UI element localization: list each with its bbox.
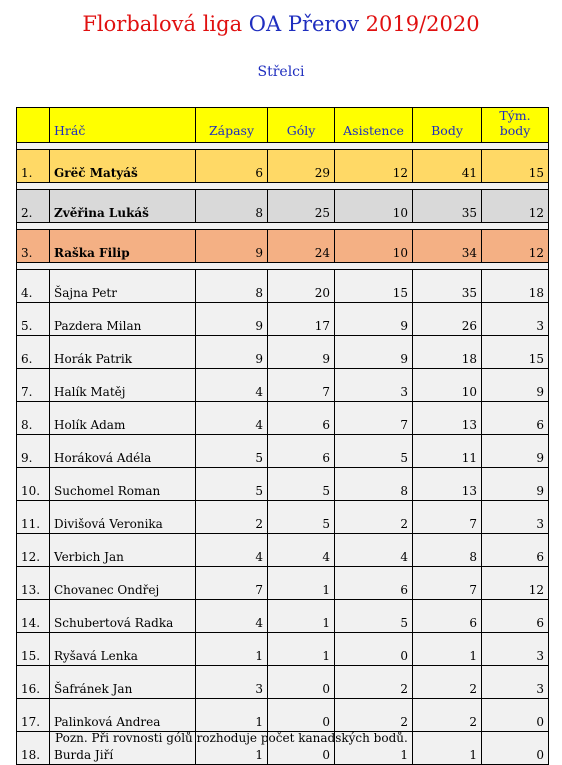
cell-team-points: 0 (482, 699, 549, 732)
cell-rank: 2. (17, 190, 50, 223)
cell-team-points: 3 (482, 303, 549, 336)
cell-matches: 7 (196, 567, 268, 600)
cell-points: 2 (413, 699, 482, 732)
cell-points: 26 (413, 303, 482, 336)
table-row (17, 270, 549, 303)
cell-matches: 8 (196, 270, 268, 303)
cell-rank: 18. (17, 732, 50, 765)
cell-player: Zvěřina Lukáš (50, 190, 196, 223)
cell-team-points: 6 (482, 402, 549, 435)
header-goals: Góly (268, 108, 335, 143)
cell-assists: 9 (335, 303, 413, 336)
cell-assists: 9 (335, 336, 413, 369)
cell-goals: 1 (268, 600, 335, 633)
cell-goals: 0 (268, 699, 335, 732)
table-row (17, 435, 549, 468)
table-row (17, 699, 549, 732)
cell-goals: 6 (268, 402, 335, 435)
cell-points: 1 (413, 633, 482, 666)
cell-player: Grёč Matyáš (50, 150, 196, 183)
cell-team-points: 12 (482, 230, 549, 263)
cell-matches: 9 (196, 230, 268, 263)
header-matches: Zápasy (196, 108, 268, 143)
title-league: Florbalová liga (82, 12, 249, 36)
cell-team-points: 18 (482, 270, 549, 303)
cell-points: 35 (413, 270, 482, 303)
cell-team-points: 15 (482, 336, 549, 369)
cell-player: Verbich Jan (50, 534, 196, 567)
cell-player: Šajna Petr (50, 270, 196, 303)
row-gap-cell (17, 143, 549, 150)
cell-assists: 10 (335, 230, 413, 263)
cell-team-points: 9 (482, 369, 549, 402)
cell-matches: 4 (196, 600, 268, 633)
cell-goals: 5 (268, 468, 335, 501)
cell-player: Ryšavá Lenka (50, 633, 196, 666)
cell-assists: 2 (335, 699, 413, 732)
cell-points: 1 (413, 732, 482, 765)
cell-rank: 5. (17, 303, 50, 336)
cell-assists: 2 (335, 666, 413, 699)
cell-assists: 5 (335, 435, 413, 468)
cell-assists: 1 (335, 732, 413, 765)
cell-points: 35 (413, 190, 482, 223)
table-row (17, 336, 549, 369)
header-rank (17, 108, 50, 143)
cell-matches: 3 (196, 666, 268, 699)
cell-goals: 0 (268, 732, 335, 765)
header-row (17, 108, 549, 143)
cell-matches: 9 (196, 303, 268, 336)
row-gap-cell (17, 263, 549, 270)
cell-rank: 16. (17, 666, 50, 699)
table-row (17, 633, 549, 666)
cell-rank: 14. (17, 600, 50, 633)
cell-matches: 5 (196, 435, 268, 468)
cell-rank: 4. (17, 270, 50, 303)
cell-rank: 7. (17, 369, 50, 402)
cell-assists: 0 (335, 633, 413, 666)
row-gap (17, 143, 549, 150)
table-body (17, 143, 549, 765)
cell-goals: 20 (268, 270, 335, 303)
cell-matches: 1 (196, 699, 268, 732)
table-row (17, 534, 549, 567)
cell-points: 41 (413, 150, 482, 183)
cell-rank: 3. (17, 230, 50, 263)
cell-matches: 4 (196, 534, 268, 567)
header-player: Hráč (50, 108, 196, 143)
cell-team-points: 0 (482, 732, 549, 765)
row-gap (17, 183, 549, 190)
cell-player: Šafránek Jan (50, 666, 196, 699)
cell-goals: 17 (268, 303, 335, 336)
cell-team-points: 12 (482, 190, 549, 223)
cell-rank: 10. (17, 468, 50, 501)
cell-rank: 6. (17, 336, 50, 369)
row-gap (17, 263, 549, 270)
cell-assists: 10 (335, 190, 413, 223)
cell-team-points: 3 (482, 666, 549, 699)
cell-goals: 29 (268, 150, 335, 183)
cell-points: 2 (413, 666, 482, 699)
header-points: Body (413, 108, 482, 143)
cell-player: Holík Adam (50, 402, 196, 435)
cell-team-points: 6 (482, 534, 549, 567)
cell-points: 11 (413, 435, 482, 468)
cell-assists: 8 (335, 468, 413, 501)
table-row (17, 150, 549, 183)
page-title (0, 10, 562, 38)
scorers-table (16, 107, 549, 765)
cell-team-points: 9 (482, 435, 549, 468)
cell-rank: 1. (17, 150, 50, 183)
cell-points: 8 (413, 534, 482, 567)
cell-rank: 11. (17, 501, 50, 534)
title-school: OA Přerov (248, 12, 359, 36)
cell-assists: 4 (335, 534, 413, 567)
cell-matches: 8 (196, 190, 268, 223)
cell-goals: 5 (268, 501, 335, 534)
cell-goals: 4 (268, 534, 335, 567)
cell-points: 7 (413, 501, 482, 534)
cell-points: 13 (413, 468, 482, 501)
cell-rank: 17. (17, 699, 50, 732)
footnote: Pozn. Při rovnosti gólů rozhoduje počet kanadských bodů. (55, 731, 408, 745)
cell-points: 10 (413, 369, 482, 402)
cell-player: Suchomel Roman (50, 468, 196, 501)
cell-matches: 6 (196, 150, 268, 183)
cell-points: 7 (413, 567, 482, 600)
cell-rank: 9. (17, 435, 50, 468)
cell-player: Horák Patrik (50, 336, 196, 369)
row-gap-cell (17, 223, 549, 230)
cell-rank: 8. (17, 402, 50, 435)
table-row (17, 666, 549, 699)
cell-assists: 3 (335, 369, 413, 402)
cell-matches: 1 (196, 633, 268, 666)
header-team-points: Tým. body (482, 108, 549, 143)
cell-player: Chovanec Ondřej (50, 567, 196, 600)
table-row (17, 402, 549, 435)
cell-player: Raška Filip (50, 230, 196, 263)
cell-goals: 0 (268, 666, 335, 699)
cell-team-points: 3 (482, 501, 549, 534)
cell-matches: 1 (196, 732, 268, 765)
cell-points: 34 (413, 230, 482, 263)
cell-team-points: 15 (482, 150, 549, 183)
cell-team-points: 9 (482, 468, 549, 501)
table-row (17, 468, 549, 501)
cell-goals: 6 (268, 435, 335, 468)
cell-assists: 5 (335, 600, 413, 633)
cell-player: Schubertová Radka (50, 600, 196, 633)
cell-player: Halík Matěj (50, 369, 196, 402)
cell-matches: 5 (196, 468, 268, 501)
table-row (17, 501, 549, 534)
cell-rank: 15. (17, 633, 50, 666)
cell-goals: 1 (268, 567, 335, 600)
table-row (17, 230, 549, 263)
row-gap-cell (17, 183, 549, 190)
row-gap (17, 223, 549, 230)
cell-assists: 2 (335, 501, 413, 534)
cell-team-points: 12 (482, 567, 549, 600)
header-assists: Asistence (335, 108, 413, 143)
cell-player: Divišová Veronika (50, 501, 196, 534)
cell-assists: 6 (335, 567, 413, 600)
cell-player: Pazdera Milan (50, 303, 196, 336)
cell-matches: 2 (196, 501, 268, 534)
title-season: 2019/2020 (358, 12, 480, 36)
cell-matches: 9 (196, 336, 268, 369)
table-row (17, 190, 549, 223)
cell-assists: 7 (335, 402, 413, 435)
cell-matches: 4 (196, 369, 268, 402)
cell-player: Horáková Adéla (50, 435, 196, 468)
cell-assists: 15 (335, 270, 413, 303)
cell-goals: 9 (268, 336, 335, 369)
cell-points: 6 (413, 600, 482, 633)
cell-goals: 1 (268, 633, 335, 666)
cell-assists: 12 (335, 150, 413, 183)
table-row (17, 567, 549, 600)
cell-player: Burda Jiří (50, 732, 196, 765)
table-row (17, 369, 549, 402)
table-row (17, 600, 549, 633)
page-subtitle: Střelci (257, 64, 305, 80)
cell-player: Palinková Andrea (50, 699, 196, 732)
cell-rank: 12. (17, 534, 50, 567)
cell-team-points: 3 (482, 633, 549, 666)
cell-goals: 7 (268, 369, 335, 402)
cell-points: 13 (413, 402, 482, 435)
cell-points: 18 (413, 336, 482, 369)
cell-team-points: 6 (482, 600, 549, 633)
cell-matches: 4 (196, 402, 268, 435)
cell-goals: 24 (268, 230, 335, 263)
table-row (17, 303, 549, 336)
cell-rank: 13. (17, 567, 50, 600)
cell-goals: 25 (268, 190, 335, 223)
